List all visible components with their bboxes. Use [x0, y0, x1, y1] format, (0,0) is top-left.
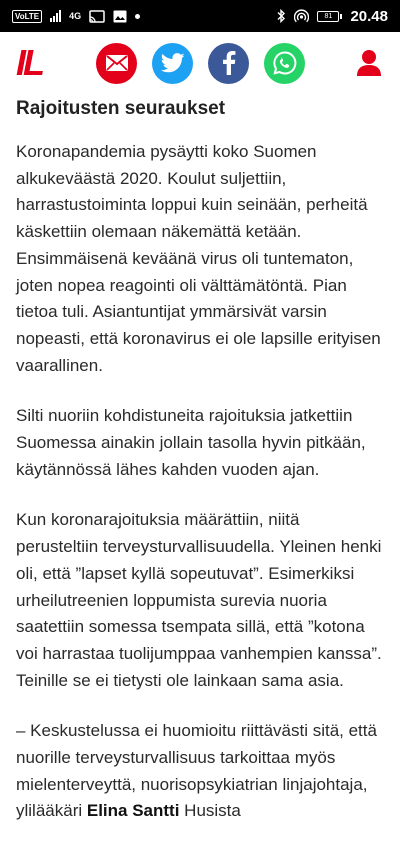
network-type: 4G	[69, 11, 82, 21]
facebook-icon	[222, 51, 236, 75]
whatsapp-share-button[interactable]	[264, 43, 305, 84]
bluetooth-icon	[276, 9, 286, 23]
battery-icon	[317, 11, 342, 22]
signal-icon	[50, 10, 61, 22]
clock: 20.48	[350, 7, 388, 25]
whatsapp-icon	[272, 50, 298, 76]
email-share-button[interactable]	[96, 43, 137, 84]
volte-badge: VoLTE	[12, 10, 42, 23]
paragraph-3: Kun koronarajoituksia määrättiin, niitä perusteltiin terveysturvallisuudella. Yleinen henki oli, että ”lapset kyllä sopeutuvat”. Esimerkiksi urheilutreenien loppumista surevia nuoria saatettiin somessa tsempata sillä, että ”kotona voi harrastaa tuolijumppaa vanhempien kanssa”. Teinille se ei tietysti ole lainkaan sama asia.	[16, 510, 382, 690]
status-bar	[0, 0, 400, 32]
email-icon	[105, 54, 129, 72]
notification-dot-icon	[135, 14, 140, 19]
paragraph-2: Silti nuoriin kohdistuneita rajoituksia jatkettiin Suomessa ainakin jollain tasolla hyvin pitkään, käytännössä lähes kahden vuoden ajan.	[16, 406, 366, 479]
twitter-icon	[161, 53, 185, 73]
twitter-share-button[interactable]	[152, 43, 193, 84]
il-logo[interactable]: IL	[16, 42, 42, 83]
paragraph-1: Koronapandemia pysäytti koko Suomen alkukeväästä 2020. Koulut suljettiin, harrastustoiminta loppui kuin seinään, perheitä käskettiin olemaan näkemättä ketään. Ensimmäisenä keväänä virus oli tuntematon, joten nopea reagointi oli välttämätöntä. Pian tietoa tuli. Asiantuntijat ymmärsivät varsin nopeasti, että koronavirus ei ole lapsille erityisen vaarallinen.	[16, 142, 381, 375]
section-heading: Rajoitusten seuraukset	[16, 98, 226, 119]
share-buttons	[96, 43, 305, 84]
paragraph-4-text-before: – Keskustelussa ei huomioitu riittävästi sitä, että nuorille terveysturvallisuus tarkoittaa myös mielenterveyttä, nuorisopsykiatrian linjajohtaja, ylilääkäri	[16, 721, 377, 821]
hotspot-icon	[294, 9, 309, 23]
status-left	[12, 10, 140, 23]
image-icon	[113, 10, 127, 23]
person-name: Elina Santti	[86, 801, 180, 821]
battery-level: 81	[317, 11, 339, 22]
cast-icon	[89, 10, 105, 23]
facebook-share-button[interactable]	[208, 43, 249, 84]
user-icon	[356, 49, 382, 77]
paragraph-4	[16, 718, 386, 825]
paragraph-4-text-after: Husista	[179, 801, 241, 821]
user-account-button[interactable]	[354, 48, 384, 78]
article-body	[16, 96, 386, 849]
share-toolbar	[0, 32, 400, 94]
status-right	[276, 8, 388, 25]
